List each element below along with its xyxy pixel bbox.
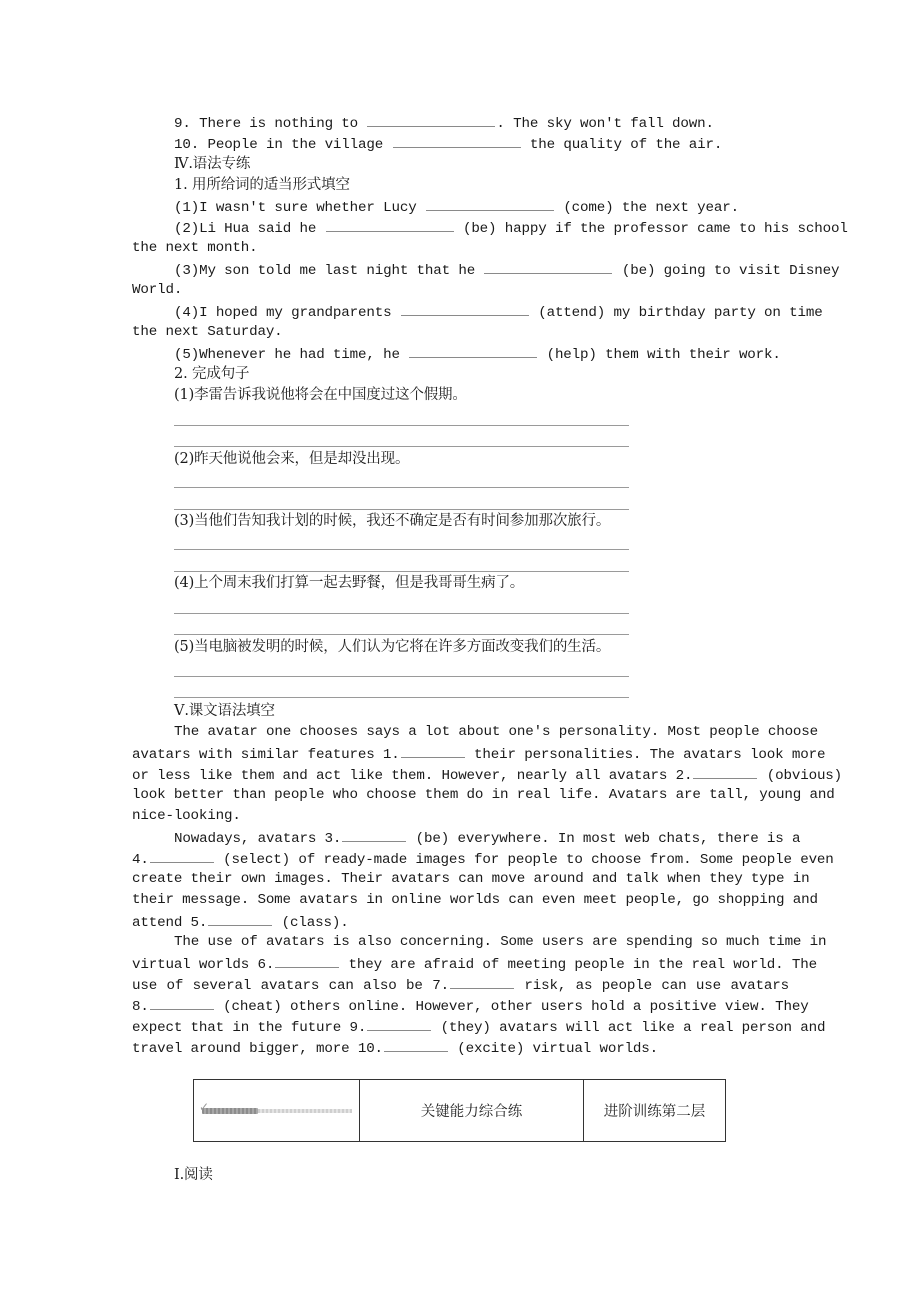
answer-blank-8[interactable] [150,995,214,1010]
worksheet-page: 9. There is nothing to . The sky won't fall down. 10. People in the village the quality of the air. Ⅳ.语法专练 1. 用所给词的适当形式填空 (1)I wasn't sure whether Lucy (come) the next year. (2)Li Hua said he (be) happy if the professor came to his school the next month. (3)My son told me last night that he (be) going to visit Disney World. (4)I hoped my grandparents (attend) my birthday party on time the next Saturday. (5)Whenever he had time, he (help) them with their work. 2. 完成句子 (1)李雷告诉我说他将会在中国度过这个假期。 (2)昨天他说他会来，但是却没出现。 (3)当他们告知我计划的时候，我还不确定是否有时间参加那次旅行。 (4)上个周末我们打算一起去野餐，但是我哥哥生病了。 (5)当电脑被发明的时候，人们认为它将在许多方面改变我们的生活。 Ⅴ.课文语法填空 The avatar one chooses says a lot about one's personality. Most people choose avatars with similar features 1. their personalities. The avatars look more or less like them and act like them. However, nearly all avatars 2. (obvious) look better than people who choose them do in real life. Avatars are tall, young and nice-looking. Nowadays, avatars 3. (be) everywhere. In most web chats, there is a 4. (select) of ready-made images for people to choose from. Some people even create their own images. Their avatars can move around and talk when they type in their message. Some avatars in online worlds can even meet people, go shopping and attend 5. (class). The use of avatars is also concerning. Some users are spending so much time in virtual worlds 6. they are afraid of meeting people in the real world. The use of several avatars can also be 7. risk, as people can use avatars 8. (cheat) others online. However, other users hold a positive view. They expect that in the future 9. (they) avatars will act like a real person and travel around bigger, more 10. (excite) virtual worlds. ✓ 关键能力综合练 进阶训练第二层 Ⅰ.阅读 [0,0,920,1302]
passage-line: 8. (cheat) others online. However, other users hold a positive view. They [132,995,789,1018]
passage-line: their message. Some avatars in online worlds can even meet people, go shopping and [132,892,818,908]
passage-line: create their own images. Their avatars can move around and talk when they type in [132,871,810,887]
progress-cell [194,1080,359,1141]
grammar-item-1: (1)I wasn't sure whether Lucy (come) the next year. [174,196,789,219]
answer-line[interactable] [174,676,629,677]
vocab-item-9: 9. There is nothing to . The sky won't fall down. [174,112,789,135]
answer-blank-4[interactable] [150,848,214,863]
passage-line: attend 5. (class). [132,911,789,934]
answer-blank[interactable] [426,196,554,211]
answer-line[interactable] [174,487,629,488]
answer-blank-5[interactable] [208,911,272,926]
answer-line[interactable] [174,425,629,426]
answer-blank-3[interactable] [342,827,406,842]
passage-line: The avatar one chooses says a lot about one's personality. Most people choose [174,724,819,740]
answer-blank-10[interactable] [384,1037,448,1052]
subsection-heading: 1. 用所给词的适当形式填空 [174,177,350,193]
answer-blank-9[interactable] [367,1016,431,1031]
answer-line[interactable] [174,509,629,510]
passage-line: nice-looking. [132,808,241,824]
answer-line[interactable] [174,571,629,572]
passage-line: expect that in the future 9. (they) avatars will act like a real person and [132,1016,789,1039]
passage-line: The use of avatars is also concerning. Some users are spending so much time in [174,934,827,950]
checkmark-icon: ✓ [199,1099,210,1114]
answer-blank-1[interactable] [401,743,465,758]
answer-line[interactable] [174,697,629,698]
answer-blank-7[interactable] [450,974,514,989]
answer-blank[interactable] [367,112,495,127]
answer-blank[interactable] [484,259,612,274]
section-label: 关键能力综合练 [359,1080,583,1141]
passage-line: Nowadays, avatars 3. (be) everywhere. In most web chats, there is a [174,827,789,850]
level-label: 进阶训练第二层 [583,1080,725,1141]
passage-line: look better than people who choose them do in real life. Avatars are tall, young and [132,787,835,803]
answer-blank[interactable] [326,217,454,232]
grammar-item-2: (2)Li Hua said he (be) happy if the professor came to his school [174,217,789,240]
passage-line: use of several avatars can also be 7. risk, as people can use avatars [132,974,789,997]
translation-prompt-3: (3)当他们告知我计划的时候，我还不确定是否有时间参加那次旅行。 [174,513,611,529]
section-heading: Ⅳ.语法专练 [174,156,251,172]
answer-blank-2[interactable] [693,764,757,779]
passage-line: 4. (select) of ready-made images for people to choose from. Some people even [132,848,789,871]
level-banner-table [193,1079,726,1142]
grammar-item-3: (3)My son told me last night that he (be) going to visit Disney [174,259,789,282]
answer-blank[interactable] [401,301,529,316]
translation-prompt-5: (5)当电脑被发明的时候，人们认为它将在许多方面改变我们的生活。 [174,639,611,655]
translation-prompt-2: (2)昨天他说他会来，但是却没出现。 [174,451,410,467]
passage-line: avatars with similar features 1. their personalities. The avatars look more [132,743,789,766]
progress-bar [199,1099,352,1115]
grammar-item-4: (4)I hoped my grandparents (attend) my birthday party on time [174,301,789,324]
answer-line[interactable] [174,634,629,635]
answer-line[interactable] [174,613,629,614]
section-heading: Ⅴ.课文语法填空 [174,703,275,719]
passage-line: virtual worlds 6. they are afraid of meeting people in the real world. The [132,953,789,976]
passage-line: or less like them and act like them. However, nearly all avatars 2. (obvious) [132,764,789,787]
section-heading: Ⅰ.阅读 [174,1167,213,1183]
translation-prompt-1: (1)李雷告诉我说他将会在中国度过这个假期。 [174,387,467,403]
passage-line: travel around bigger, more 10. (excite) virtual worlds. [132,1037,789,1060]
answer-blank-6[interactable] [275,953,339,968]
answer-blank[interactable] [393,133,521,148]
answer-blank[interactable] [409,343,537,358]
answer-line[interactable] [174,549,629,550]
translation-prompt-4: (4)上个周末我们打算一起去野餐，但是我哥哥生病了。 [174,575,525,591]
answer-line[interactable] [174,446,629,447]
subsection-heading: 2. 完成句子 [174,366,250,382]
grammar-item-5: (5)Whenever he had time, he (help) them with their work. [174,343,789,366]
vocab-item-10: 10. People in the village the quality of the air. [174,133,789,156]
